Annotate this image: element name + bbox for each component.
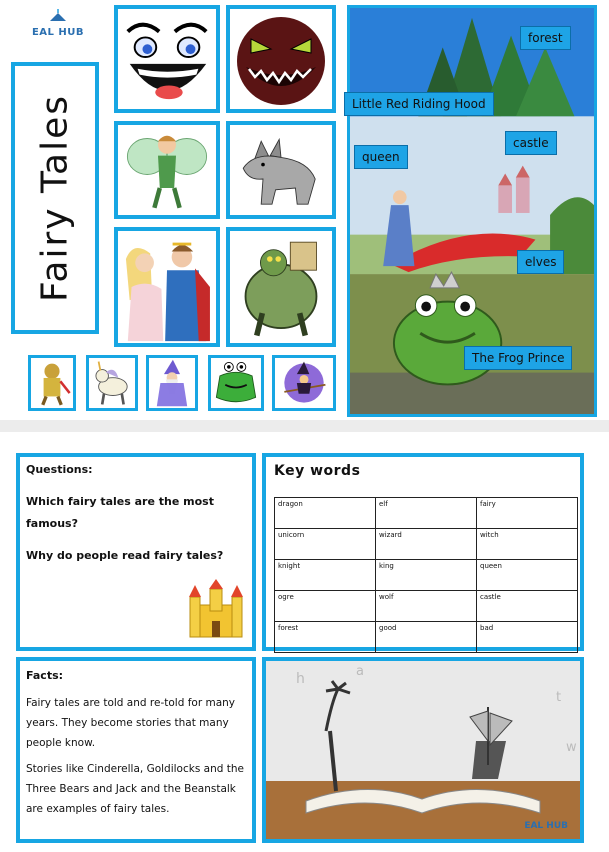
knight-image xyxy=(28,355,76,411)
unicorn-image xyxy=(86,355,138,411)
wizard-image xyxy=(146,355,198,411)
prince-princess-image xyxy=(114,227,220,347)
questions-heading: Questions: xyxy=(26,463,93,476)
book-logo-icon xyxy=(48,9,68,23)
svg-text:a: a xyxy=(356,664,364,679)
dragon-image xyxy=(208,355,264,411)
book-eal-hub-logo xyxy=(524,821,568,831)
fairy-image xyxy=(114,121,220,219)
knight-icon xyxy=(31,358,73,408)
label-frog-prince: The Frog Prince xyxy=(464,346,572,370)
dragon-icon xyxy=(211,358,261,408)
prince-princess-icon xyxy=(118,231,216,343)
facts-paragraph-2: Stories like Cinderella, Goldilocks and the Three Bears and Jack and the Beanstalk are examples of fairy tales. xyxy=(26,763,244,815)
table-cell: bad xyxy=(477,622,578,653)
page-title: Fairy Tales xyxy=(34,93,76,303)
key-words-table xyxy=(274,497,578,653)
table-row xyxy=(275,591,578,622)
table-cell: forest xyxy=(275,622,376,653)
table-row xyxy=(275,622,578,653)
witch-image xyxy=(272,355,336,411)
table-cell: queen xyxy=(477,560,578,591)
table-cell: ogre xyxy=(275,591,376,622)
table-row xyxy=(275,529,578,560)
questions-box xyxy=(16,453,256,651)
table-cell: unicorn xyxy=(275,529,376,560)
unicorn-icon xyxy=(89,358,135,408)
monster-face-image xyxy=(226,5,336,113)
table-cell: wolf xyxy=(376,591,477,622)
key-words-box xyxy=(262,453,584,651)
question-2: Why do people read fairy tales? xyxy=(26,549,224,562)
table-cell: elf xyxy=(376,498,477,529)
facts-heading: Facts: xyxy=(26,669,64,682)
wizard-icon xyxy=(149,358,195,408)
monster-face-icon xyxy=(230,9,332,109)
ogre-icon xyxy=(230,231,332,343)
book-image-box xyxy=(262,657,584,843)
table-cell: wizard xyxy=(376,529,477,560)
book-logo-text: EAL HUB xyxy=(524,821,568,831)
table-cell: castle xyxy=(477,591,578,622)
label-little-red-riding-hood: Little Red Riding Hood xyxy=(344,92,494,116)
table-row xyxy=(275,560,578,591)
svg-text:t: t xyxy=(556,690,562,705)
fairy-icon xyxy=(118,125,216,215)
open-book-illustration xyxy=(266,661,580,839)
eal-hub-logo xyxy=(28,8,88,38)
facts-paragraph-1: Fairy tales are told and re-told for many years. They become stories that many people know. xyxy=(26,697,236,749)
label-forest: forest xyxy=(520,26,571,50)
svg-text:h: h xyxy=(296,671,305,687)
label-elves: elves xyxy=(517,250,564,274)
svg-text:w: w xyxy=(566,740,577,755)
logo-text: EAL HUB xyxy=(31,27,85,38)
witch-icon xyxy=(275,358,333,408)
table-cell: fairy xyxy=(477,498,578,529)
happy-face-icon xyxy=(118,9,216,109)
bottom-page xyxy=(0,432,609,852)
label-castle: castle xyxy=(505,131,557,155)
table-cell: dragon xyxy=(275,498,376,529)
ogre-image xyxy=(226,227,336,347)
title-box xyxy=(11,62,99,334)
table-row xyxy=(275,498,578,529)
top-page xyxy=(0,0,609,420)
happy-face-image xyxy=(114,5,220,113)
key-words-heading: Key words xyxy=(274,463,361,479)
label-queen: queen xyxy=(354,145,408,169)
table-cell: witch xyxy=(477,529,578,560)
castle-icon xyxy=(188,579,244,639)
table-cell: king xyxy=(376,560,477,591)
question-1: Which fairy tales are the most famous? xyxy=(26,495,214,530)
table-cell: good xyxy=(376,622,477,653)
facts-box xyxy=(16,657,256,843)
wolf-image xyxy=(226,121,336,219)
wolf-icon xyxy=(230,125,332,215)
table-cell: knight xyxy=(275,560,376,591)
